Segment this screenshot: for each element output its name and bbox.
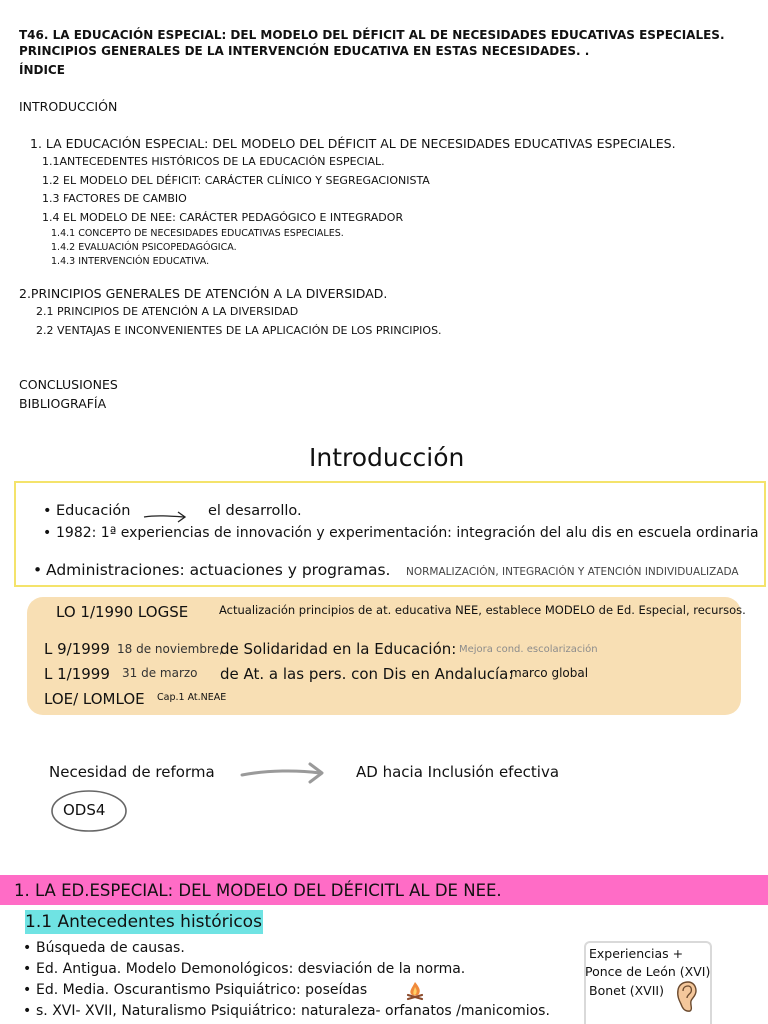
intro-bullet-2: • 1982: 1ª experiencias de innovación y experimentación: integración del alu dis en escuela ordinaria bbox=[56, 525, 759, 541]
law-loe-lomloe: LOE/ LOMLOE bbox=[44, 690, 145, 708]
index-section-1-4-3: 1.4.3 INTERVENCIÓN EDUCATIVA. bbox=[51, 256, 210, 267]
ods4-label: ODS4 bbox=[63, 801, 106, 819]
law-1-1999-name: de At. a las pers. con Dis en Andalucía: bbox=[220, 665, 514, 683]
index-section-1-4: 1.4 EL MODELO DE NEE: CARÁCTER PEDAGÓGICO E INTEGRADOR bbox=[42, 211, 404, 224]
experiences-line-1: Experiencias + bbox=[589, 946, 684, 961]
history-bullet-2: • Ed. Antigua. Modelo Demonológicos: desviación de la norma. bbox=[36, 961, 465, 977]
right-arrow-icon bbox=[142, 508, 188, 524]
history-bullet-3: • Ed. Media. Oscurantismo Psiquiátrico: poseídas bbox=[36, 982, 367, 998]
index-conclusions: CONCLUSIONES bbox=[19, 377, 118, 392]
intro-bullet-1-result: el desarrollo. bbox=[208, 503, 302, 519]
index-section-1: 1. LA EDUCACIÓN ESPECIAL: DEL MODELO DEL DÉFICIT AL DE NECESIDADES EDUCATIVAS ESPECIALES. bbox=[30, 136, 676, 151]
law-loe-note: Cap.1 At.NEAE bbox=[157, 692, 227, 703]
index-bibliography: BIBLIOGRAFÍA bbox=[19, 396, 107, 411]
subheading-1-1: 1.1 Antecedentes históricos bbox=[25, 912, 262, 932]
law-logse-note: Actualización principios de at. educativa NEE, establece MODELO de Ed. Especial, recursos. bbox=[219, 603, 746, 617]
law-1-1999: L 1/1999 bbox=[44, 665, 110, 683]
index-label: ÍNDICE bbox=[19, 63, 65, 77]
experiences-line-2: Ponce de León (XVI) bbox=[585, 964, 711, 979]
section-1-title: 1. LA ED.ESPECIAL: DEL MODELO DEL DÉFICITL AL DE NEE. bbox=[14, 881, 502, 900]
index-section-1-3: 1.3 FACTORES DE CAMBIO bbox=[42, 192, 187, 205]
law-1-1999-date: 31 de marzo bbox=[122, 666, 198, 680]
index-intro: INTRODUCCIÓN bbox=[19, 99, 118, 114]
hand-drawn-arrow-icon bbox=[238, 760, 328, 786]
topic-title-line1: T46. LA EDUCACIÓN ESPECIAL: DEL MODELO DEL DÉFICIT AL DE NECESIDADES EDUCATIVAS ESPECIALES. bbox=[19, 28, 725, 42]
intro-bullet-1: • Educación bbox=[56, 503, 130, 519]
law-1-1999-note: marco global bbox=[510, 666, 589, 680]
intro-bullet-3: • Administraciones: actuaciones y programas. bbox=[46, 561, 390, 579]
intro-bullet-3-note: NORMALIZACIÓN, INTEGRACIÓN Y ATENCIÓN INDIVIDUALIZADA bbox=[406, 566, 739, 578]
reform-need: Necesidad de reforma bbox=[49, 763, 215, 781]
law-9-1999: L 9/1999 bbox=[44, 640, 110, 658]
reform-inclusion: AD hacia Inclusión efectiva bbox=[356, 763, 560, 781]
ear-icon bbox=[674, 980, 698, 1014]
topic-title-line2: PRINCIPIOS GENERALES DE LA INTERVENCIÓN EDUCATIVA EN ESTAS NECESIDADES. . bbox=[19, 44, 590, 58]
intro-title: Introducción bbox=[309, 443, 465, 472]
law-9-1999-name: de Solidaridad en la Educación: bbox=[220, 640, 457, 658]
index-section-2-2: 2.2 VENTAJAS E INCONVENIENTES DE LA APLICACIÓN DE LOS PRINCIPIOS. bbox=[36, 324, 442, 337]
index-section-1-4-2: 1.4.2 EVALUACIÓN PSICOPEDAGÓGICA. bbox=[51, 242, 237, 253]
experiences-line-3: Bonet (XVII) bbox=[589, 983, 664, 998]
index-section-2-1: 2.1 PRINCIPIOS DE ATENCIÓN A LA DIVERSIDAD bbox=[36, 305, 299, 318]
index-section-1-4-1: 1.4.1 CONCEPTO DE NECESIDADES EDUCATIVAS ESPECIALES. bbox=[51, 228, 344, 239]
index-section-1-1: 1.1ANTECEDENTES HISTÓRICOS DE LA EDUCACIÓN ESPECIAL. bbox=[42, 155, 385, 168]
law-9-1999-note: Mejora cond. escolarización bbox=[459, 644, 598, 655]
bonfire-icon bbox=[404, 980, 426, 1002]
index-section-1-2: 1.2 EL MODELO DEL DÉFICIT: CARÁCTER CLÍNICO Y SEGREGACIONISTA bbox=[42, 174, 430, 187]
history-bullet-1: • Búsqueda de causas. bbox=[36, 940, 185, 956]
index-section-2: 2.PRINCIPIOS GENERALES DE ATENCIÓN A LA DIVERSIDAD. bbox=[19, 286, 388, 301]
law-logse: LO 1/1990 LOGSE bbox=[56, 603, 189, 621]
law-9-1999-date: 18 de noviembre, bbox=[117, 642, 223, 656]
history-bullet-4: • s. XVI- XVII, Naturalismo Psiquiátrico: naturaleza- orfanatos /manicomios. bbox=[36, 1003, 550, 1019]
